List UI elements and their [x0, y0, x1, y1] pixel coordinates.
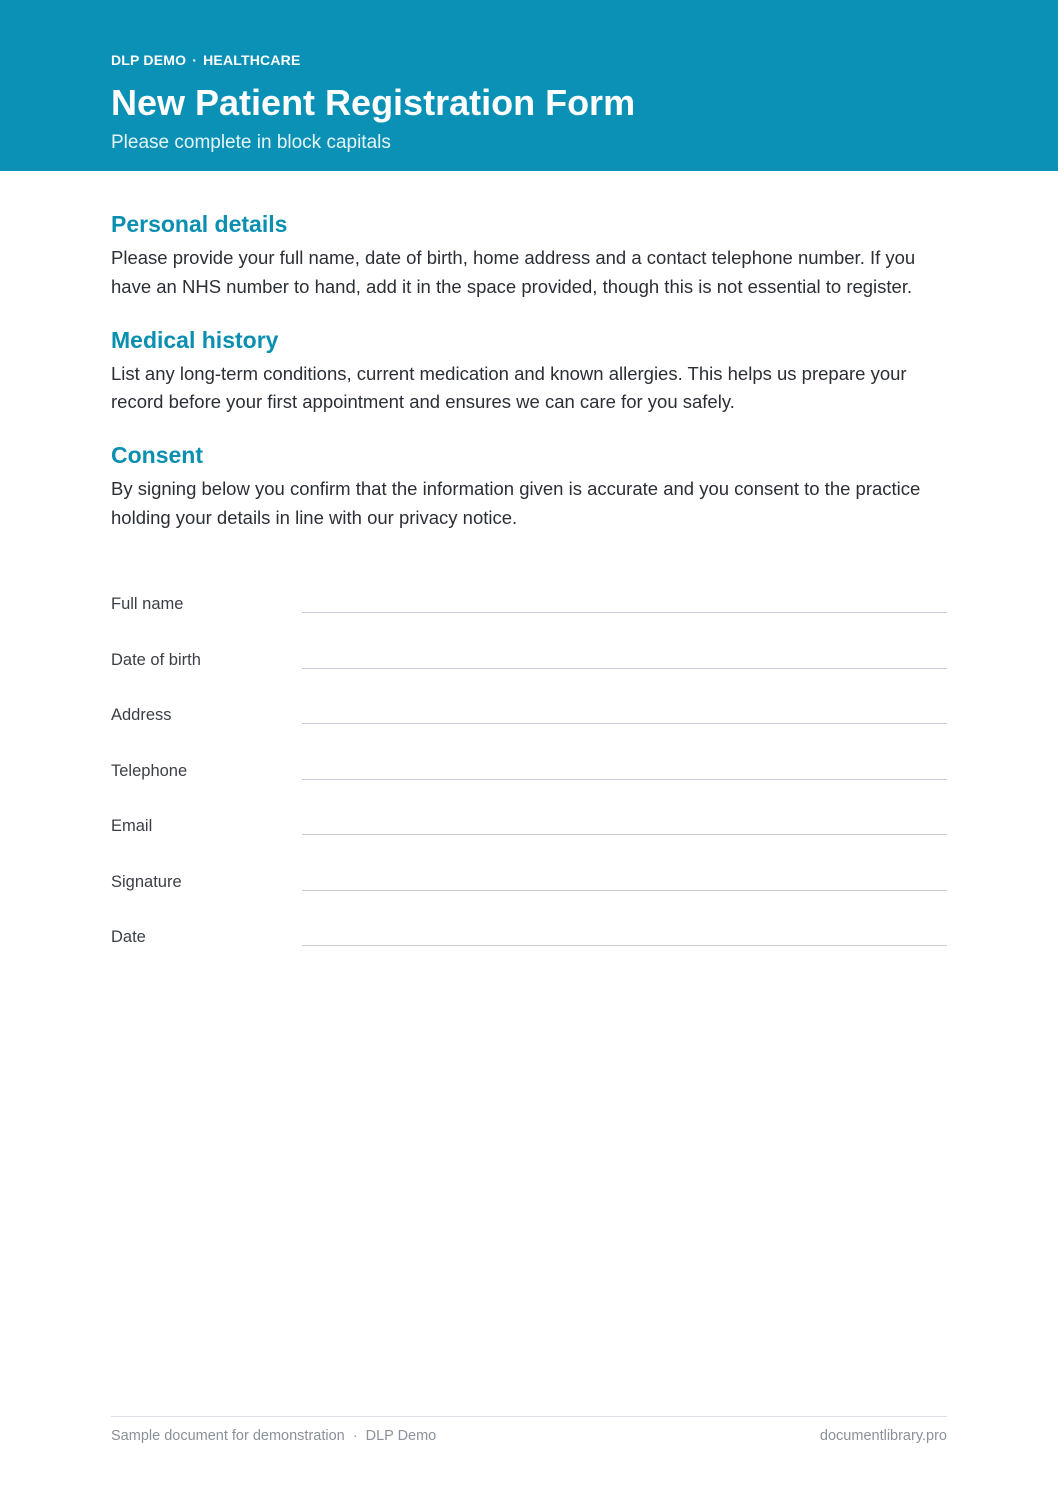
email-field[interactable] — [302, 834, 947, 835]
signature-field[interactable] — [302, 890, 947, 891]
section-consent — [111, 439, 947, 533]
footer-divider — [111, 1416, 947, 1417]
field-row-signature — [111, 867, 947, 923]
document-kicker — [111, 52, 301, 68]
section-heading: Personal details — [111, 211, 288, 237]
page-subtitle: Please complete in block capitals — [111, 132, 391, 153]
field-label: Telephone — [111, 761, 188, 780]
registration-fields — [111, 589, 947, 978]
field-row-full-name — [111, 589, 947, 645]
telephone-field[interactable] — [302, 779, 947, 780]
page-title: New Patient Registration Form — [111, 82, 636, 123]
footer-website: documentlibrary.pro — [819, 1428, 947, 1444]
field-label: Full name — [111, 595, 184, 613]
section-personal-details — [111, 208, 947, 302]
footer-brand: DLP Demo — [365, 1428, 437, 1444]
section-medical-history — [111, 324, 947, 418]
field-row-date-of-birth — [111, 645, 947, 701]
field-row-address — [111, 700, 947, 756]
kicker-category: HEALTHCARE — [203, 52, 301, 68]
field-label: Email — [111, 817, 153, 835]
address-field[interactable] — [302, 723, 947, 724]
field-label: Signature — [111, 872, 182, 891]
section-heading: Consent — [111, 442, 203, 469]
full-name-field[interactable] — [302, 612, 947, 613]
section-heading: Medical history — [111, 326, 279, 353]
field-label: Date — [111, 928, 146, 946]
form-instructions — [111, 208, 947, 533]
footer-separator: · — [352, 1428, 358, 1444]
section-body: By signing below you confirm that the information given is accurate and you consent to the practice holding your details in line with our privacy notice. — [111, 478, 921, 528]
field-row-email — [111, 811, 947, 867]
footer-note — [111, 1428, 436, 1444]
field-row-telephone — [111, 756, 947, 812]
date-field[interactable] — [302, 945, 947, 946]
field-label: Address — [111, 706, 172, 724]
section-body: List any long-term conditions, current medication and known allergies. This helps us prepare your record before your first appointment and ensures we can care for you safely. — [111, 362, 907, 413]
header-banner — [0, 0, 1058, 171]
field-label: Date of birth — [111, 650, 201, 669]
section-body: Please provide your full name, date of birth, home address and a contact telephone number. If you have an NHS number to hand, add it in the space provided, though this is not essential to register. — [111, 247, 916, 297]
field-row-date — [111, 922, 947, 978]
date-of-birth-field[interactable] — [302, 668, 947, 669]
footer-text: Sample document for demonstration — [111, 1428, 345, 1444]
kicker-organisation: DLP DEMO — [111, 52, 187, 68]
kicker-separator: · — [192, 52, 198, 68]
